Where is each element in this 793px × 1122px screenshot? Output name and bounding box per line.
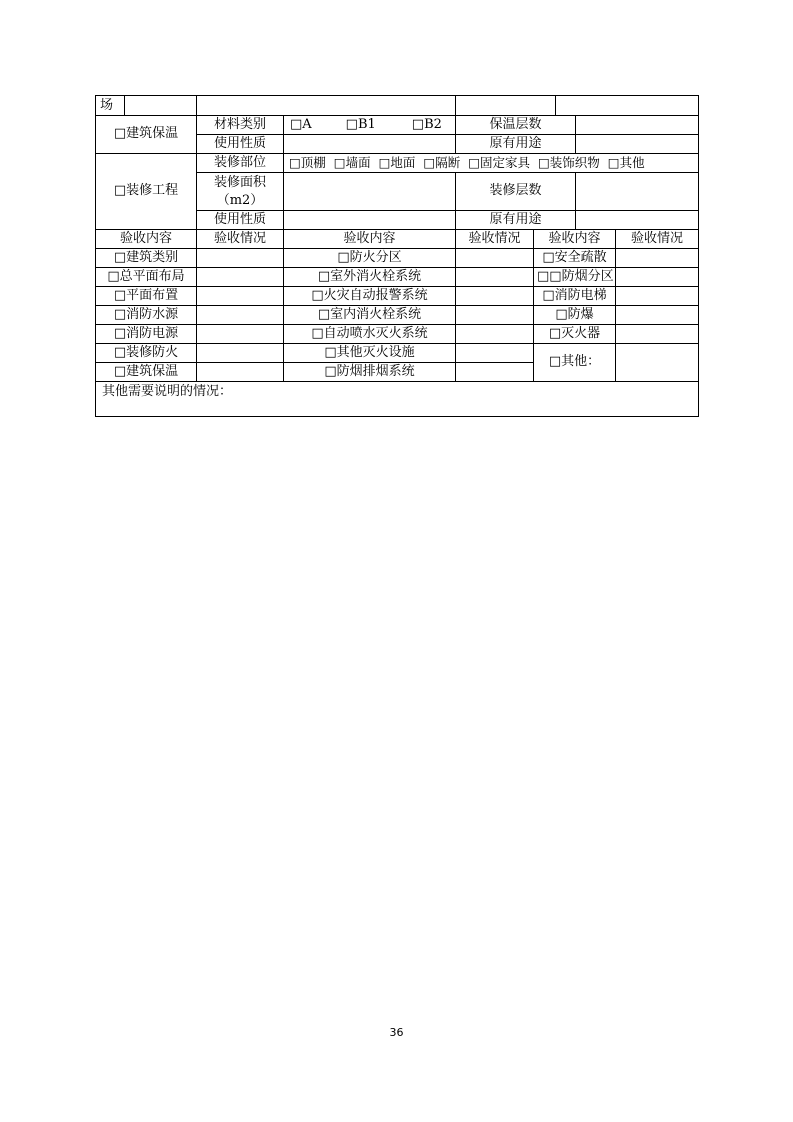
acceptance-row [96,268,699,287]
page-number: 36 [389,1026,404,1039]
decoration-option-partition[interactable]: □隔断 [423,155,461,171]
notes-field[interactable] [96,382,699,417]
acceptance-header-row [96,230,699,249]
acceptance-item-site-layout[interactable]: □总平面布局 [96,268,197,287]
insulation-material-label: 材料类别 [197,116,284,135]
acceptance-status-field[interactable] [456,287,534,306]
site-row [96,96,699,116]
acceptance-status-field[interactable] [197,363,284,382]
decoration-use-field[interactable] [284,211,456,230]
site-value-field[interactable] [125,96,196,115]
acceptance-item-smoke-compartment[interactable]: □□防烟分区 [534,268,616,287]
decoration-original-use-field[interactable] [576,211,699,230]
decoration-layers-label: 装修层数 [456,173,576,211]
decoration-area-label-line2: （m2） [216,192,264,208]
acceptance-item-other-facilities[interactable]: □其他灭火设施 [284,344,456,363]
acceptance-status-field[interactable] [616,249,699,268]
site-value-cell-2[interactable] [456,96,556,116]
acceptance-item-floor-plan[interactable]: □平面布置 [96,287,197,306]
decoration-area-label-line1: 装修面积 [213,174,266,190]
acceptance-row [96,287,699,306]
decoration-option-fabric[interactable]: □装饰织物 [537,155,600,171]
acceptance-item-other[interactable]: □其他： [534,344,616,382]
decoration-option-wall[interactable]: □墙面 [333,155,371,171]
acceptance-item-indoor-hydrant[interactable]: □室内消火栓系统 [284,306,456,325]
notes-row [96,382,699,417]
acceptance-status-field[interactable] [616,306,699,325]
insulation-original-use-field[interactable] [576,135,699,154]
decoration-checkbox-label[interactable]: □装修工程 [96,154,197,230]
acceptance-status-field[interactable] [197,287,284,306]
acceptance-status-field[interactable] [197,344,284,363]
decoration-location-label: 装修部位 [197,154,284,173]
insulation-material-row [96,116,699,135]
insulation-use-label: 使用性质 [197,135,284,154]
site-value-cell-1[interactable] [197,96,456,116]
acceptance-row [96,306,699,325]
acceptance-row [96,249,699,268]
acceptance-status-field[interactable] [616,287,699,306]
acceptance-status-field[interactable] [456,325,534,344]
decoration-area-label [197,173,284,211]
acceptance-item-extinguisher[interactable]: □灭火器 [534,325,616,344]
insulation-original-use-label: 原有用途 [456,135,576,154]
acceptance-item-outdoor-hydrant[interactable]: □室外消火栓系统 [284,268,456,287]
acceptance-header-content-1: 验收内容 [96,230,197,249]
insulation-use-field[interactable] [284,135,456,154]
acceptance-status-field[interactable] [197,325,284,344]
decoration-location-options [284,154,699,173]
acceptance-row [96,325,699,344]
site-label: 场 [96,96,125,115]
insulation-checkbox-label[interactable]: □建筑保温 [96,116,197,154]
notes-label: 其他需要说明的情况： [102,384,233,399]
acceptance-status-field[interactable] [197,268,284,287]
acceptance-status-field[interactable] [616,325,699,344]
decoration-option-fixed-furniture[interactable]: □固定家具 [468,155,530,171]
acceptance-item-safe-evacuation[interactable]: □安全疏散 [534,249,616,268]
acceptance-item-water-source[interactable]: □消防水源 [96,306,197,325]
insulation-option-b1[interactable]: □B1 [345,116,376,132]
acceptance-status-field[interactable] [197,306,284,325]
decoration-option-other[interactable]: □其他 [607,155,645,171]
insulation-layers-label: 保温层数 [456,116,576,135]
site-label-cell [96,96,197,116]
insulation-material-options [284,116,456,135]
decoration-option-floor[interactable]: □地面 [378,155,416,171]
site-value-cell-3[interactable] [556,96,699,116]
acceptance-status-field[interactable] [456,249,534,268]
acceptance-item-building-type[interactable]: □建筑类别 [96,249,197,268]
decoration-location-row [96,154,699,173]
decoration-area-field[interactable] [284,173,456,211]
acceptance-item-power-supply[interactable]: □消防电源 [96,325,197,344]
acceptance-item-insulation[interactable]: □建筑保温 [96,363,197,382]
acceptance-item-fire-compartment[interactable]: □防火分区 [284,249,456,268]
insulation-layers-field[interactable] [576,116,699,135]
acceptance-header-content-3: 验收内容 [534,230,616,249]
acceptance-row [96,344,699,363]
acceptance-item-explosion-proof[interactable]: □防爆 [534,306,616,325]
acceptance-header-status-3: 验收情况 [616,230,699,249]
acceptance-status-field[interactable] [616,268,699,287]
acceptance-header-status-1: 验收情况 [197,230,284,249]
acceptance-item-sprinkler[interactable]: □自动喷水灭火系统 [284,325,456,344]
acceptance-status-field[interactable] [456,268,534,287]
acceptance-item-fire-alarm[interactable]: □火灾自动报警系统 [284,287,456,306]
acceptance-status-field[interactable] [456,306,534,325]
fire-acceptance-form [95,95,699,417]
decoration-original-use-label: 原有用途 [456,211,576,230]
acceptance-status-field[interactable] [456,363,534,382]
insulation-option-b2[interactable]: □B2 [411,116,442,132]
acceptance-status-field[interactable] [197,249,284,268]
decoration-use-label: 使用性质 [197,211,284,230]
acceptance-item-fire-elevator[interactable]: □消防电梯 [534,287,616,306]
decoration-layers-field[interactable] [576,173,699,211]
acceptance-header-content-2: 验收内容 [284,230,456,249]
acceptance-item-smoke-exhaust[interactable]: □防烟排烟系统 [284,363,456,382]
insulation-option-a[interactable]: □A [290,116,312,132]
acceptance-header-status-2: 验收情况 [456,230,534,249]
acceptance-item-decoration-fire[interactable]: □装修防火 [96,344,197,363]
acceptance-status-field[interactable] [616,344,699,382]
acceptance-status-field[interactable] [456,344,534,363]
decoration-option-ceiling[interactable]: □顶棚 [289,155,326,171]
